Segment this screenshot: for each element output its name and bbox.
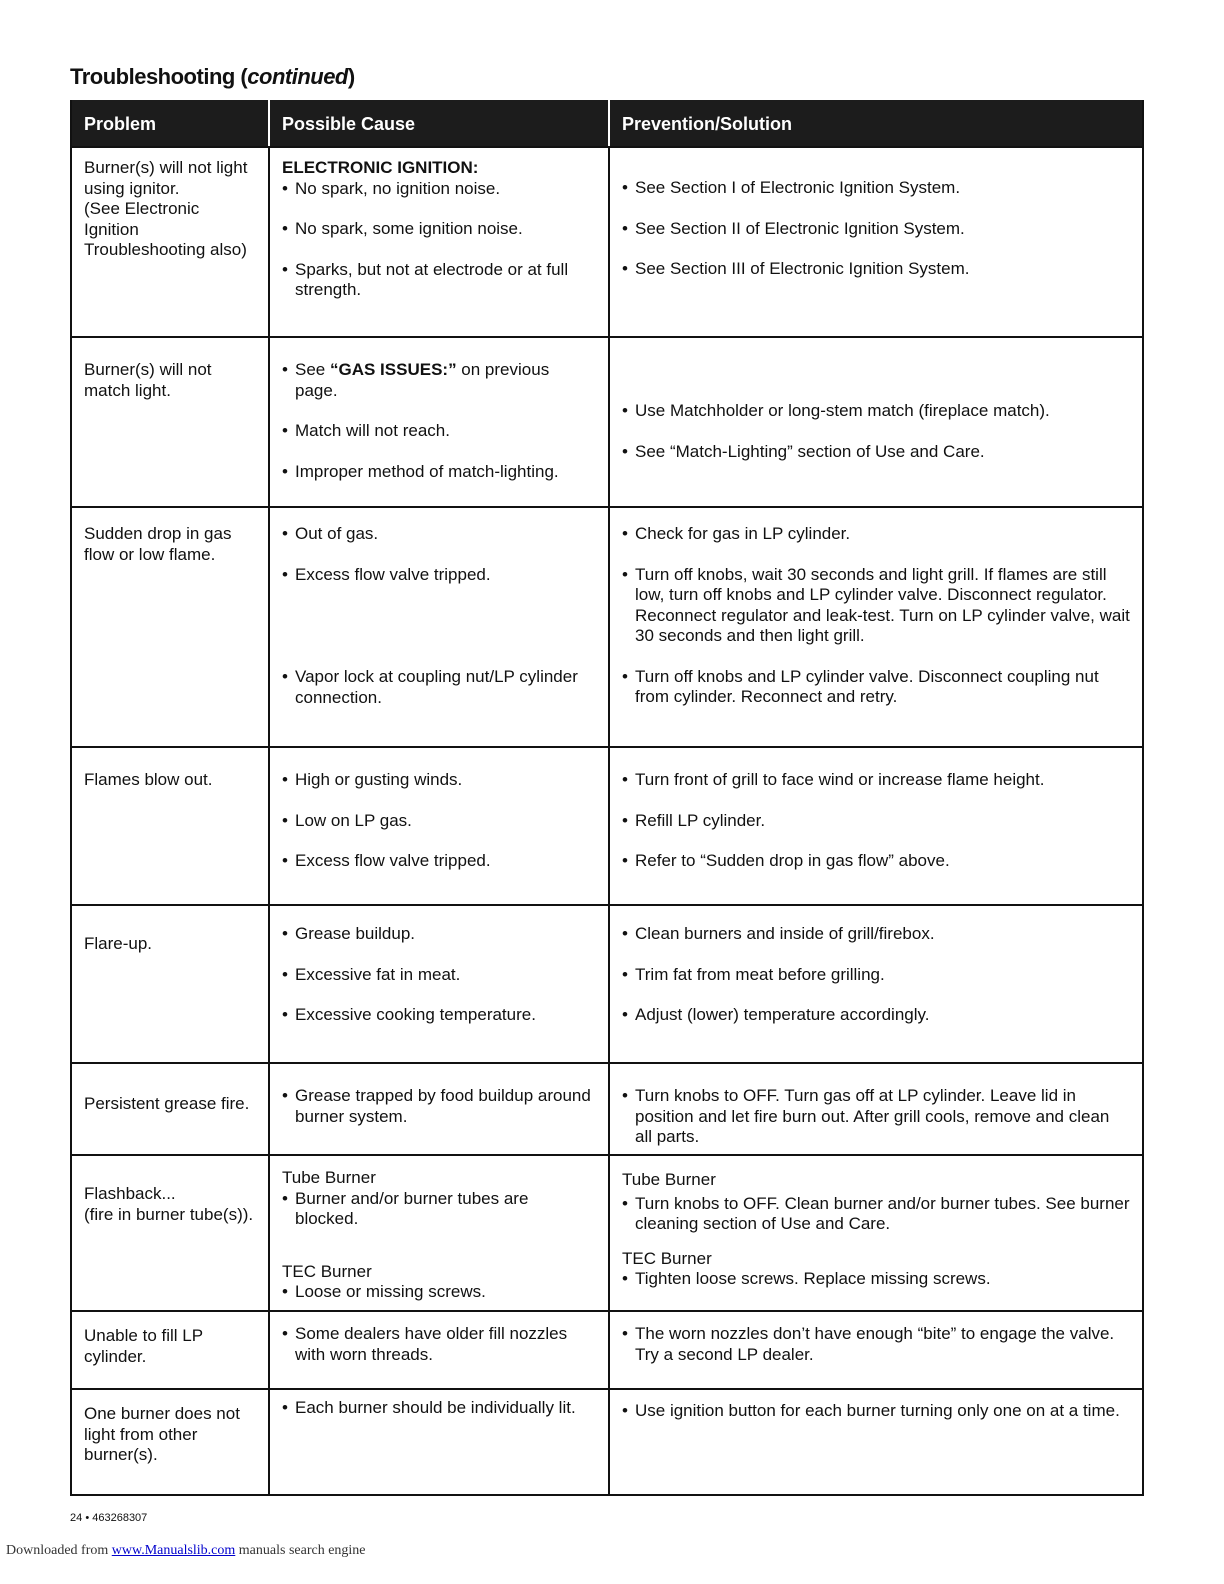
problem-cell: One burner does not light from other burner(s). xyxy=(84,1404,240,1464)
solution-cell: • Turn knobs to OFF. Turn gas off at LP cylinder. Leave lid in position and let fire burn out. After grill cools, remove and clean all parts. xyxy=(608,1064,1142,1154)
cause-cell: Tube Burner • Burner and/or burner tubes are blocked. TEC Burner • Loose or missing screws. xyxy=(268,1156,608,1310)
problem-cell: Unable to fill LP cylinder. xyxy=(84,1326,204,1366)
cause-cell: • Grease trapped by food buildup around burner system. xyxy=(268,1064,608,1154)
problem-cell: Burner(s) will not light using ignitor. (See Electronic Ignition Troubleshooting also) xyxy=(84,158,248,259)
table-row xyxy=(72,746,1142,904)
problem-cell: Flashback... (fire in burner tube(s)). xyxy=(84,1184,254,1224)
manualslib-link[interactable]: www.Manualslib.com xyxy=(111,1543,236,1558)
solution-cell: • Clean burners and inside of grill/firebox. • Trim fat from meat before grilling. • Adjust (lower) temperature accordingly. xyxy=(608,906,1142,1062)
table-row xyxy=(72,904,1142,1062)
cause-cell: • Out of gas. • Excess flow valve tripped. • Vapor lock at coupling nut/LP cylinder connection. xyxy=(268,508,608,746)
header-cause: Possible Cause xyxy=(268,100,608,146)
solution-cell: • Use ignition button for each burner turning only one on at a time. xyxy=(608,1390,1142,1494)
problem-cell: Burner(s) will not match light. xyxy=(84,360,212,400)
solution-cell: • See Section I of Electronic Ignition System. • See Section II of Electronic Ignition System. • See Section III of Electronic Ignition System. xyxy=(608,148,1142,336)
cause-cell: • High or gusting winds. • Low on LP gas. • Excess flow valve tripped. xyxy=(268,748,608,904)
page-footer: 24 • 463268307 xyxy=(70,1512,148,1524)
problem-cell: Flare-up. xyxy=(84,934,153,953)
table-row xyxy=(72,1154,1142,1310)
table-row xyxy=(72,1062,1142,1154)
table-row xyxy=(72,146,1142,336)
cause-cell: • See “GAS ISSUES:” on previous page. • Match will not reach. • Improper method of match-lighting. xyxy=(268,338,608,506)
problem-cell: Persistent grease fire. xyxy=(84,1094,250,1113)
solution-cell: Tube Burner • Turn knobs to OFF. Clean burner and/or burner tubes. See burner cleaning section of Use and Care. TEC Burner • Tighten loose screws. Replace missing screws. xyxy=(608,1156,1142,1310)
page-title: Troubleshooting (continued) xyxy=(70,64,355,89)
troubleshooting-table xyxy=(70,100,1144,1496)
problem-cell: Flames blow out. xyxy=(84,770,213,789)
header-solution: Prevention/Solution xyxy=(608,100,1142,146)
solution-cell: • Turn front of grill to face wind or increase flame height. • Refill LP cylinder. • Refer to “Sudden drop in gas flow” above. xyxy=(608,748,1142,904)
table-row xyxy=(72,506,1142,746)
solution-cell: • Use Matchholder or long-stem match (fireplace match). • See “Match-Lighting” section of Use and Care. xyxy=(608,338,1142,506)
solution-cell: • Check for gas in LP cylinder. • Turn off knobs, wait 30 seconds and light grill. If flames are still low, turn off knobs and LP cylinder valve. Disconnect regulator. Reconnect regulator and leak-test. Turn on LP cylinder valve, wait 30 seconds and then light grill. • Turn off knobs and LP cylinder valve. Disconnect coupling nut from cylinder. Reconnect and retry. xyxy=(608,508,1142,746)
header-problem: Problem xyxy=(84,114,157,134)
cause-cell: • Some dealers have older fill nozzles with worn threads. xyxy=(268,1312,608,1388)
cause-cell: • Grease buildup. • Excessive fat in meat. • Excessive cooking temperature. xyxy=(268,906,608,1062)
table-header xyxy=(72,100,1142,146)
cause-cell: • Each burner should be individually lit. xyxy=(268,1390,608,1494)
solution-cell: • The worn nozzles don’t have enough “bite” to engage the valve. Try a second LP dealer. xyxy=(608,1312,1142,1388)
cause-cell: ELECTRONIC IGNITION: • No spark, no ignition noise. • No spark, some ignition noise. • Sparks, but not at electrode or at full strength. xyxy=(268,148,608,336)
table-row xyxy=(72,336,1142,506)
table-row xyxy=(72,1310,1142,1388)
problem-cell: Sudden drop in gas flow or low flame. xyxy=(84,524,232,564)
download-notice: Downloaded from www.Manualslib.com manuals search engine xyxy=(6,1543,366,1558)
table-row xyxy=(72,1388,1142,1494)
